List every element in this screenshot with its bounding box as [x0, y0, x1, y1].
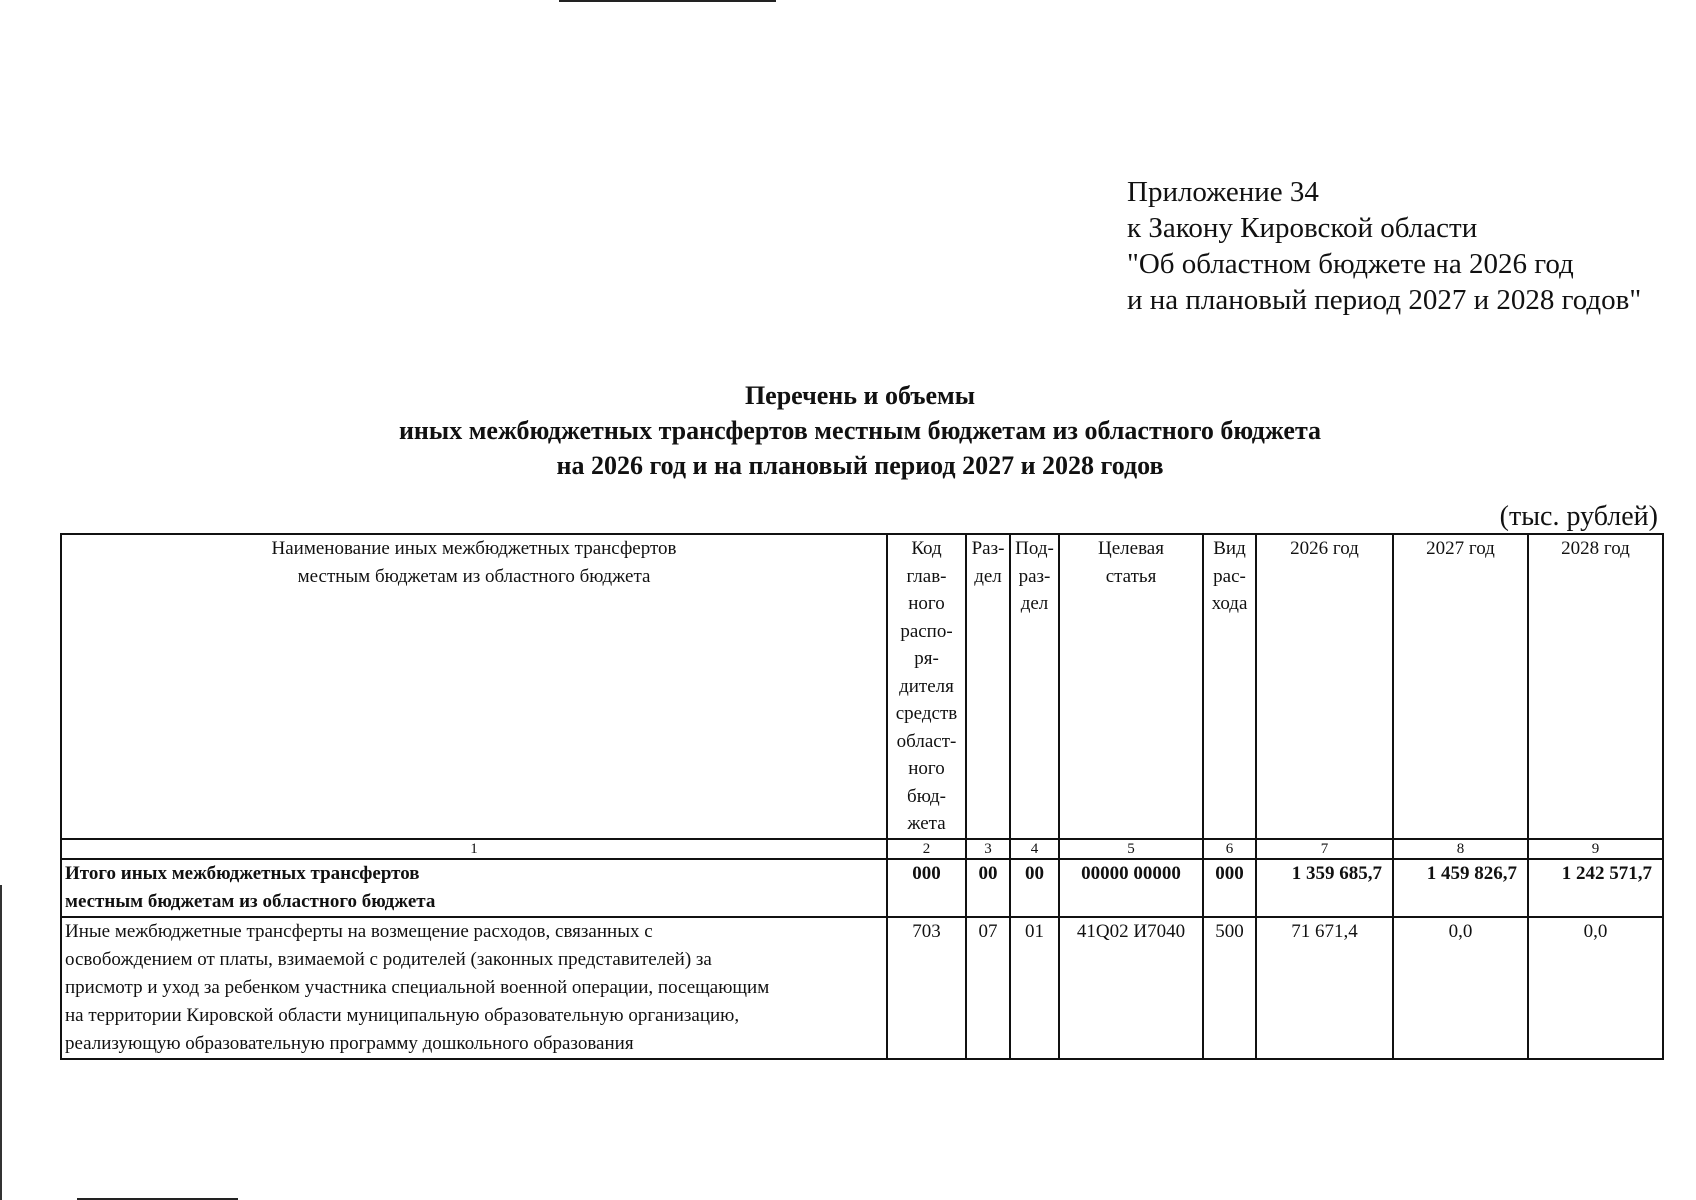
appendix-note — [1127, 174, 1641, 318]
title-line: на 2026 год и на плановый период 2027 и 2028 годов — [556, 451, 1164, 480]
header-text: Вид — [1213, 538, 1246, 559]
header-2027: 2027 год — [1393, 534, 1528, 839]
total-row — [61, 859, 1663, 917]
header-text: Код — [911, 538, 942, 559]
document-title — [0, 378, 1696, 483]
header-gov-code — [887, 534, 966, 839]
header-text: Наименование иных межбюджетных трансфертов — [271, 538, 677, 559]
column-number: 8 — [1393, 839, 1528, 859]
appendix-line: к Закону Кировской области — [1127, 212, 1478, 244]
header-name — [61, 534, 887, 839]
header-text: област- — [896, 730, 957, 752]
appendix-line: и на плановый период 2027 и 2028 годов" — [1127, 284, 1642, 316]
header-text: статья — [1105, 565, 1157, 587]
header-expense-type — [1203, 534, 1256, 839]
header-text: дел — [974, 565, 1002, 587]
column-number: 7 — [1256, 839, 1393, 859]
total-name-line: местным бюджетам из областного бюджета — [65, 890, 436, 912]
header-text: распо- — [900, 620, 953, 642]
transfers-table — [60, 533, 1664, 1060]
total-subsection: 00 — [1010, 859, 1059, 917]
row-gov-code: 703 — [887, 917, 966, 1059]
row-section: 07 — [966, 917, 1010, 1059]
header-text: хода — [1211, 593, 1248, 614]
header-row — [61, 534, 1663, 839]
header-text: бюд- — [907, 785, 946, 807]
row-target: 41Q02 И7040 — [1059, 917, 1203, 1059]
title-line: Перечень и объемы — [744, 381, 976, 410]
header-text: местным бюджетам из областного бюджета — [297, 566, 651, 587]
header-text: раз- — [1018, 565, 1051, 587]
header-text: жета — [907, 813, 946, 834]
header-section — [966, 534, 1010, 839]
header-text: дел — [1020, 593, 1049, 614]
header-text: Под- — [1015, 538, 1054, 559]
header-subsection — [1010, 534, 1059, 839]
header-text: Целевая — [1098, 538, 1164, 559]
column-number: 9 — [1528, 839, 1663, 859]
header-text: глав- — [906, 565, 947, 587]
header-text: рас- — [1213, 565, 1246, 587]
appendix-line: Приложение 34 — [1127, 176, 1319, 208]
units-label: (тыс. рублей) — [1499, 501, 1658, 532]
row-2027: 0,0 — [1393, 917, 1528, 1059]
row-name-line: освобождением от платы, взимаемой с родителей (законных представителей) за — [65, 948, 712, 970]
row-2028: 0,0 — [1528, 917, 1663, 1059]
column-number: 6 — [1203, 839, 1256, 859]
header-2028: 2028 год — [1528, 534, 1663, 839]
header-text: средств — [895, 703, 958, 724]
header-text: Раз- — [971, 538, 1005, 559]
row-subsection: 01 — [1010, 917, 1059, 1059]
row-name-line: на территории Кировской области муниципальную образовательную организацию, — [65, 1004, 740, 1026]
title-line: иных межбюджетных трансфертов местным бюджетам из областного бюджета — [398, 416, 1322, 445]
total-section: 00 — [966, 859, 1010, 917]
scan-artifact-left-edge — [0, 885, 2, 1200]
appendix-line: "Об областном бюджете на 2026 год — [1127, 248, 1574, 280]
row-expense-type: 500 — [1203, 917, 1256, 1059]
column-number: 1 — [61, 839, 887, 859]
header-text: ря- — [914, 648, 939, 669]
row-name-line: реализующую образовательную программу дошкольного образования — [65, 1032, 634, 1054]
total-name-line: Итого иных межбюджетных трансфертов — [65, 862, 420, 884]
row-name-line: Иные межбюджетные трансферты на возмещение расходов, связанных с — [65, 920, 653, 942]
row-name-line: присмотр и уход за ребенком участника специальной военной операции, посещающим — [65, 976, 770, 998]
header-2026: 2026 год — [1256, 534, 1393, 839]
header-target — [1059, 534, 1203, 839]
total-gov-code: 000 — [887, 859, 966, 917]
total-target: 00000 00000 — [1059, 859, 1203, 917]
header-text: дителя — [899, 675, 954, 697]
total-2026: 1 359 685,7 — [1256, 859, 1393, 917]
column-number: 4 — [1010, 839, 1059, 859]
column-number: 2 — [887, 839, 966, 859]
total-name — [61, 859, 887, 917]
header-text: ного — [908, 758, 945, 779]
scan-artifact-top — [559, 0, 776, 2]
total-2028: 1 242 571,7 — [1528, 859, 1663, 917]
table-row — [61, 917, 1663, 1059]
row-name — [61, 917, 887, 1059]
row-2026: 71 671,4 — [1256, 917, 1393, 1059]
column-number: 5 — [1059, 839, 1203, 859]
total-2027: 1 459 826,7 — [1393, 859, 1528, 917]
header-text: ного — [908, 593, 945, 614]
total-expense-type: 000 — [1203, 859, 1256, 917]
column-number: 3 — [966, 839, 1010, 859]
column-numbers-row — [61, 839, 1663, 859]
